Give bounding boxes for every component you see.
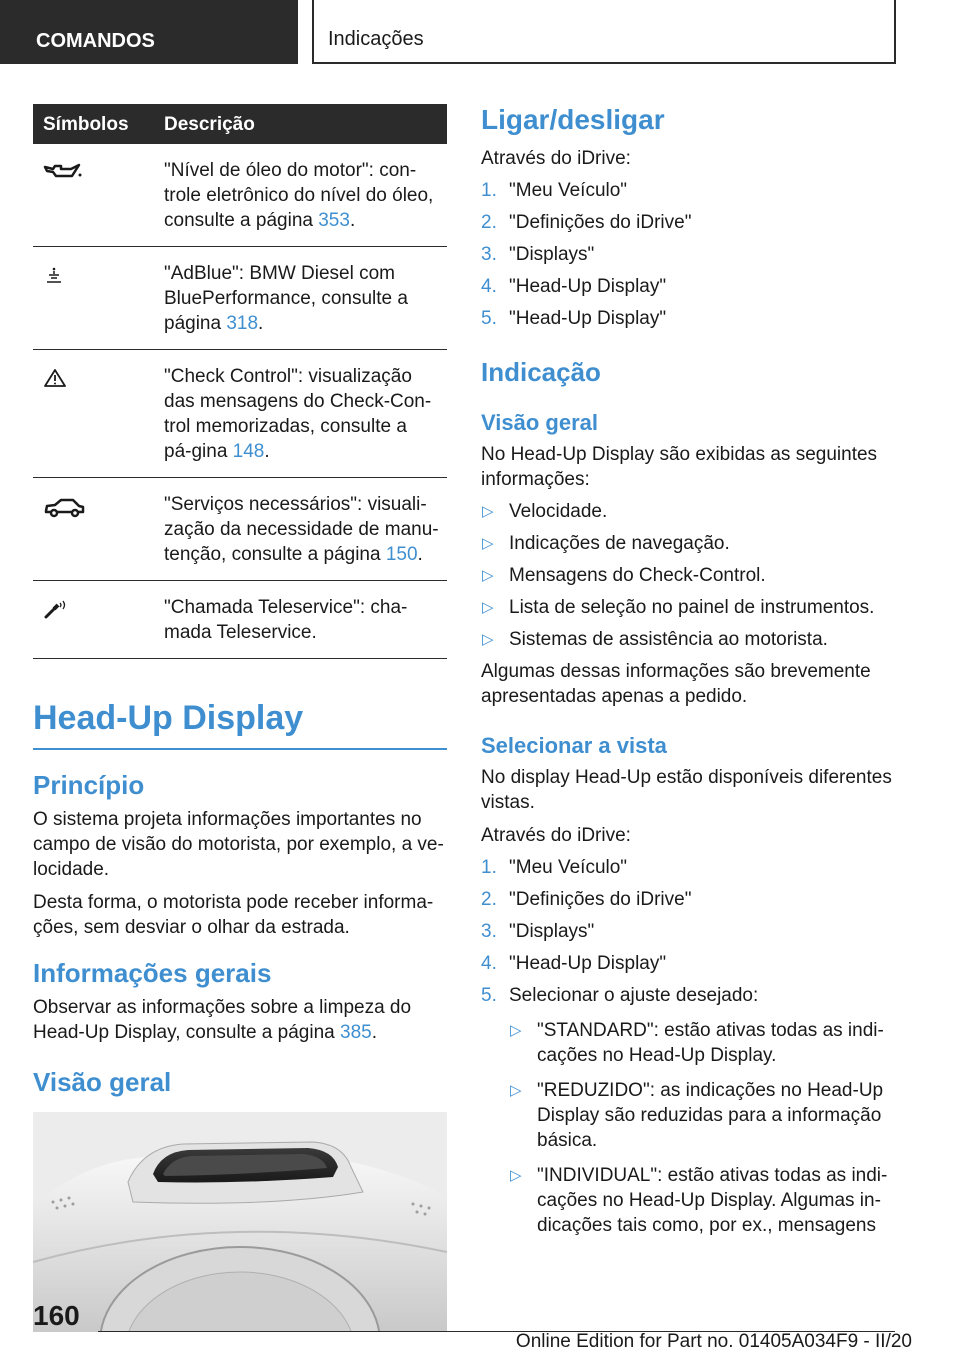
table-header-row	[33, 104, 447, 144]
row-text: "Nível de óleo do motor": con-trole eletrônico do nível do óleo, consulte a página	[164, 160, 434, 231]
item-text: Indicações de navegação.	[509, 533, 730, 554]
table-cell-description	[164, 478, 447, 581]
list-item	[481, 855, 897, 880]
table-cell-description	[164, 247, 447, 350]
list-item	[481, 951, 897, 976]
item-text: "REDUZIDO": as indicações no Head-Up Display são reduzidas para a informação básica.	[537, 1080, 884, 1151]
page-link[interactable]: 148	[232, 441, 265, 462]
car-service-icon	[43, 496, 85, 518]
step-number: 3.	[481, 921, 497, 942]
wrench-call-icon	[43, 599, 69, 619]
left-column	[33, 104, 447, 1332]
list-item	[481, 499, 897, 524]
view-options-list	[509, 1018, 897, 1238]
chapter-tab: Indicações	[312, 0, 896, 64]
row-text: "Chamada Teleservice": cha-mada Teleservice.	[164, 597, 408, 643]
header-description: Descrição	[164, 104, 447, 144]
overview-note: Algumas dessas informações são brevemente apresentadas apenas a pedido.	[481, 661, 871, 707]
list-item	[481, 595, 897, 620]
header-symbols: Símbolos	[33, 104, 164, 144]
list-item	[481, 306, 897, 331]
list-item	[509, 1018, 897, 1068]
list-item	[481, 531, 897, 556]
step-text: "Head-Up Display"	[509, 276, 667, 297]
list-item	[481, 983, 897, 1238]
section-tab: COMANDOS	[0, 0, 298, 64]
display-heading: Indicação	[481, 357, 601, 387]
table-row	[33, 478, 447, 581]
list-item	[481, 627, 897, 652]
on-off-intro: Através do iDrive:	[481, 148, 631, 169]
list-item	[481, 242, 897, 267]
row-suffix: .	[264, 441, 270, 462]
list-item	[481, 178, 897, 203]
list-item	[481, 919, 897, 944]
step-number: 4.	[481, 276, 497, 297]
step-text: "Meu Veículo"	[509, 857, 628, 878]
step-number: 1.	[481, 857, 497, 878]
principle-paragraph-1: O sistema projeta informações importantes no campo de visão do motorista, por exemplo, a ve-locidade.	[33, 809, 444, 880]
step-text: "Meu Veículo"	[509, 180, 628, 201]
step-text: "Displays"	[509, 921, 595, 942]
row-text: "Check Control": visualização das mensagens do Check-Con-trol memorizadas, consulte a pá-gina	[164, 366, 432, 462]
step-text: "Definições do iDrive"	[509, 889, 692, 910]
step-text: "Displays"	[509, 244, 595, 265]
table-row	[33, 350, 447, 478]
step-number: 5.	[481, 308, 497, 329]
page-number: 160	[33, 1300, 80, 1331]
page-link[interactable]: 318	[226, 313, 259, 334]
on-off-heading: Ligar/desligar	[481, 104, 665, 135]
step-number: 2.	[481, 212, 497, 233]
edition-footer: Online Edition for Part no. 01405A034F9 - II/20	[515, 1331, 912, 1352]
step-text: Selecionar o ajuste desejado:	[509, 985, 759, 1006]
step-text: "Head-Up Display"	[509, 308, 667, 329]
step-number: 1.	[481, 180, 497, 201]
table-row	[33, 247, 447, 350]
step-number: 3.	[481, 244, 497, 265]
page-link[interactable]: 353	[318, 210, 350, 231]
list-item	[481, 887, 897, 912]
overview-intro: No Head-Up Display são exibidas as seguintes informações:	[481, 444, 878, 490]
list-item	[481, 563, 897, 588]
oil-can-icon	[43, 162, 83, 182]
item-text: "INDIVIDUAL": estão ativas todas as indi-cações no Head-Up Display. Algumas in-dicações tais como, por ex., mensagens	[537, 1165, 888, 1236]
adblue-icon	[43, 265, 67, 285]
general-info-text: Observar as informações sobre a limpeza do Head-Up Display, consulte a página	[33, 997, 412, 1043]
principle-heading: Princípio	[33, 770, 145, 800]
row-suffix: .	[349, 210, 356, 231]
bullet-triangle-icon: ▷	[510, 1082, 522, 1099]
symbols-table	[33, 104, 447, 659]
on-off-steps	[481, 178, 897, 331]
item-text: Velocidade.	[509, 501, 608, 522]
row-suffix: .	[417, 544, 423, 565]
right-column	[481, 104, 897, 1238]
bullet-triangle-icon: ▷	[482, 599, 494, 616]
table-row	[33, 581, 447, 659]
dashboard-illustration	[33, 1112, 447, 1332]
section-title: Head-Up Display	[33, 699, 447, 750]
bullet-triangle-icon: ▷	[482, 503, 494, 520]
row-text: "AdBlue": BMW Diesel com BluePerformance, consulte a página	[164, 263, 408, 334]
table-cell-description	[164, 581, 447, 659]
row-text: "Serviços necessários": visuali-zação da necessidade de manu-tenção, consulte a página	[164, 494, 439, 565]
bullet-triangle-icon: ▷	[482, 535, 494, 552]
general-info-paragraph	[33, 995, 447, 1045]
bullet-triangle-icon: ▷	[510, 1167, 522, 1184]
warning-triangle-icon	[43, 368, 67, 388]
step-number: 2.	[481, 889, 497, 910]
bullet-triangle-icon: ▷	[510, 1022, 522, 1039]
item-text: Mensagens do Check-Control.	[509, 565, 766, 586]
step-number: 5.	[481, 985, 497, 1006]
select-view-steps	[481, 855, 897, 1238]
page-link[interactable]: 385	[340, 1022, 372, 1043]
step-text: "Definições do iDrive"	[509, 212, 692, 233]
page-link[interactable]: 150	[385, 544, 418, 565]
general-info-heading: Informações gerais	[33, 958, 272, 988]
table-row	[33, 144, 447, 247]
table-cell-description	[164, 144, 447, 247]
item-text: "STANDARD": estão ativas todas as indi-cações no Head-Up Display.	[537, 1020, 884, 1066]
step-number: 4.	[481, 953, 497, 974]
list-item	[509, 1163, 897, 1238]
table-cell-description	[164, 350, 447, 478]
principle-paragraph-2: Desta forma, o motorista pode receber informa-ções, sem desviar o olhar da estrada.	[33, 892, 434, 938]
step-text: "Head-Up Display"	[509, 953, 667, 974]
list-item	[481, 210, 897, 235]
item-text: Lista de seleção no painel de instrumentos.	[509, 597, 875, 618]
bullet-triangle-icon: ▷	[482, 567, 494, 584]
head-up-display-photo	[33, 1112, 447, 1332]
list-item	[509, 1078, 897, 1153]
select-view-heading: Selecionar a vista	[481, 733, 667, 758]
select-view-idrive: Através do iDrive:	[481, 825, 631, 846]
general-info-suffix: .	[371, 1022, 377, 1043]
overview-heading: Visão geral	[33, 1067, 172, 1097]
list-item	[481, 274, 897, 299]
overview-list	[481, 499, 897, 652]
item-text: Sistemas de assistência ao motorista.	[509, 629, 828, 650]
row-suffix: .	[258, 313, 264, 334]
bullet-triangle-icon: ▷	[482, 631, 494, 648]
select-view-intro: No display Head-Up estão disponíveis diferentes vistas.	[481, 767, 892, 813]
overview-heading: Visão geral	[481, 410, 598, 435]
